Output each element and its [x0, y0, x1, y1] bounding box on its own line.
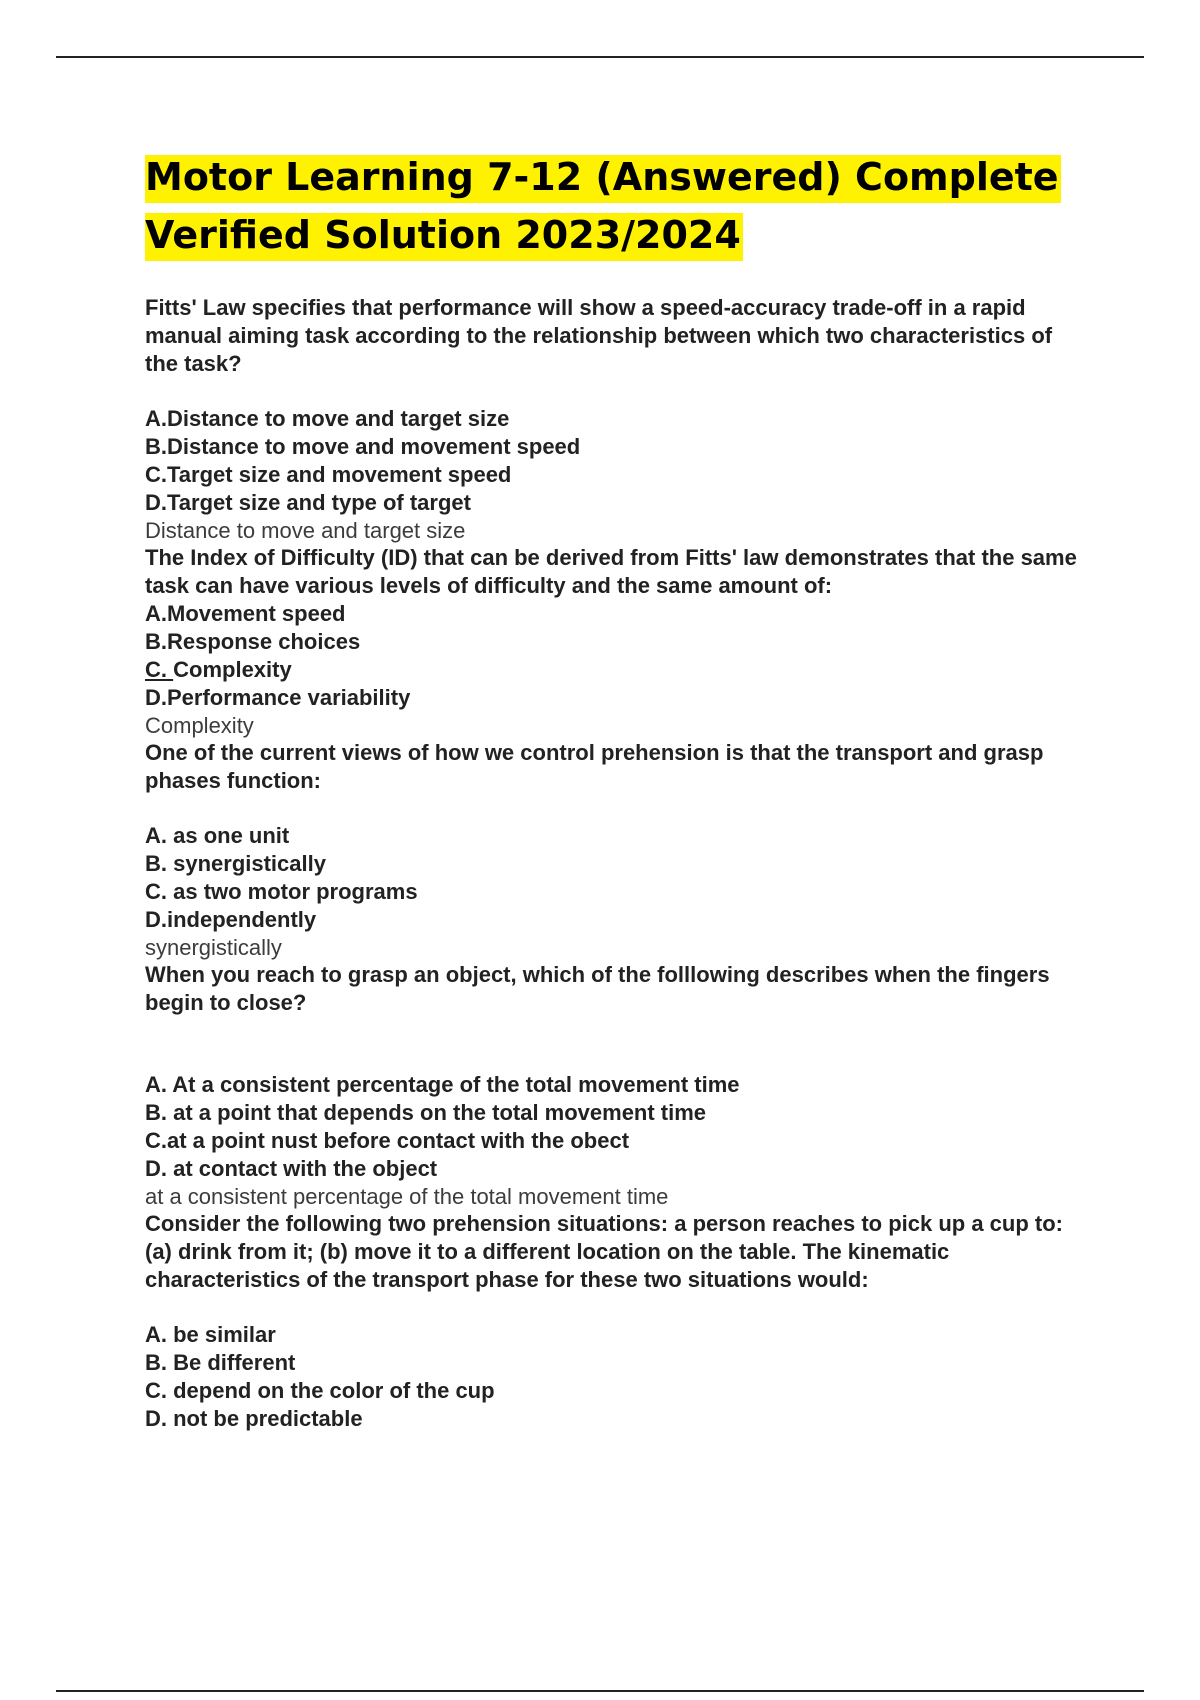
option-b: B.Response choices — [145, 629, 361, 654]
answer-text: at a consistent percentage of the total movement time — [145, 1184, 669, 1209]
answer-text: Distance to move and target size — [145, 518, 466, 543]
option-b: B. Be different — [145, 1350, 296, 1375]
question-block-2 — [145, 544, 1080, 739]
option-c: C. as two motor programs — [145, 879, 418, 904]
option-c — [145, 656, 1080, 684]
option-c: C.Target size and movement speed — [145, 462, 512, 487]
option-d: D. at contact with the object — [145, 1156, 438, 1181]
question-block-3 — [145, 739, 1080, 961]
option-c-prefix: C. — [145, 657, 174, 682]
answer-text: Complexity — [145, 713, 254, 738]
title-line-1: Motor Learning 7-12 (Answered) Complete — [145, 155, 1061, 203]
option-b: B.Distance to move and movement speed — [145, 434, 581, 459]
question-text: Consider the following two prehension situations: a person reaches to pick up a cup to: (a) drink from it; (b) move it to a different location on the table. The kinematic characteristics of the transport phase for these two situations would: — [145, 1211, 1063, 1292]
question-text: One of the current views of how we control prehension is that the transport and grasp phases function: — [145, 740, 1044, 793]
question-text: Fitts' Law specifies that performance will show a speed-accuracy trade-off in a rapid manual aiming task according to the relationship between which two characteristics of the task? — [145, 295, 1053, 376]
option-b: B. synergistically — [145, 851, 326, 876]
option-b: B. at a point that depends on the total movement time — [145, 1100, 707, 1125]
option-a: A. as one unit — [145, 823, 290, 848]
document-body — [145, 148, 1080, 1433]
question-block-1 — [145, 294, 1080, 544]
option-a: A. At a consistent percentage of the total movement time — [145, 1072, 740, 1097]
option-d: D.Performance variability — [145, 685, 411, 710]
option-c-text: Complexity — [173, 657, 292, 682]
bottom-rule — [56, 1690, 1144, 1692]
option-d: D. not be predictable — [145, 1406, 363, 1431]
question-text: The Index of Difficulty (ID) that can be derived from Fitts' law demonstrates that the same task can have various levels of difficulty and the same amount of: — [145, 545, 1077, 598]
top-rule — [56, 56, 1144, 58]
question-block-5 — [145, 1210, 1080, 1433]
question-text: When you reach to grasp an object, which of the folllowing describes when the fingers begin to close? — [145, 962, 1050, 1015]
option-d: D.independently — [145, 907, 317, 932]
title-line-2: Verified Solution 2023/2024 — [145, 213, 743, 261]
option-c: C.at a point nust before contact with the obect — [145, 1128, 630, 1153]
option-a: A.Distance to move and target size — [145, 406, 510, 431]
option-d: D.Target size and type of target — [145, 490, 471, 515]
option-c: C. depend on the color of the cup — [145, 1378, 495, 1403]
document-title — [145, 148, 1080, 264]
question-block-4 — [145, 961, 1080, 1210]
option-a: A. be similar — [145, 1322, 276, 1347]
option-a: A.Movement speed — [145, 601, 346, 626]
answer-text: synergistically — [145, 935, 282, 960]
